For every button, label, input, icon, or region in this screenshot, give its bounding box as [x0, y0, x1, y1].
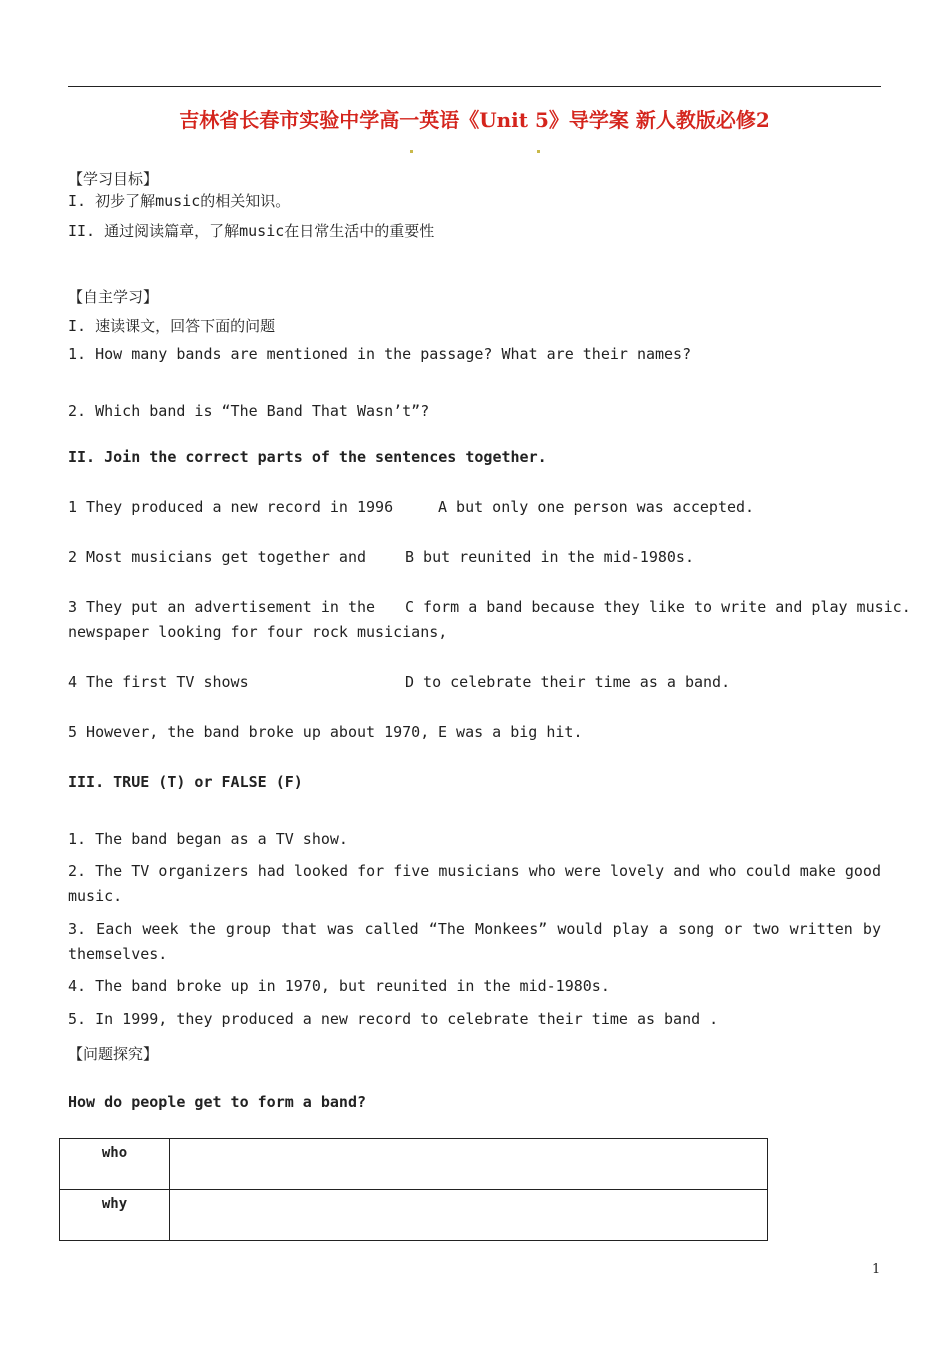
- match-left-5: 5 However, the band broke up about 1970,: [68, 723, 430, 741]
- header-rule: [68, 86, 881, 87]
- match-right-d: D to celebrate their time as a band.: [405, 673, 731, 691]
- row-label-who: who: [60, 1139, 170, 1190]
- answer-table: [59, 1138, 768, 1241]
- decorative-dot: [537, 150, 540, 153]
- page-number: 1: [872, 1262, 881, 1277]
- part1-heading: I. 速读课文，回答下面的问题: [68, 317, 276, 335]
- tf-item: 4. The band broke up in 1970, but reunited in the mid-1980s.: [68, 977, 610, 995]
- match-left-4: 4 The first TV shows: [68, 673, 249, 691]
- answer-cell[interactable]: [170, 1139, 768, 1190]
- inquiry-heading: 【问题探究】: [68, 1045, 159, 1063]
- table-row: [60, 1190, 768, 1241]
- question-1: 1. How many bands are mentioned in the passage? What are their names?: [68, 345, 692, 363]
- question-2: 2. Which band is “The Band That Wasn’t”?: [68, 402, 430, 420]
- tf-item: 1. The band began as a TV show.: [68, 830, 348, 848]
- match-left-3: 3 They put an advertisement in the: [68, 598, 376, 616]
- match-right-a: A but only one person was accepted.: [438, 498, 755, 516]
- inquiry-question: How do people get to form a band?: [68, 1093, 367, 1111]
- page-title: 吉林省长春市实验中学高一英语《Unit 5》导学案 新人教版必修2: [179, 108, 770, 132]
- tf-item: 5. In 1999, they produced a new record to celebrate their time as band .: [68, 1010, 719, 1028]
- match-left-3-cont: newspaper looking for four rock musicians,: [68, 623, 448, 641]
- match-left-2: 2 Most musicians get together and: [68, 548, 367, 566]
- match-right-e: E was a big hit.: [438, 723, 583, 741]
- match-left-1: 1 They produced a new record in 1996: [68, 498, 394, 516]
- tf-item: 2. The TV organizers had looked for five musicians who were lovely and who could make good music.: [68, 862, 881, 905]
- self-study-heading: 【自主学习】: [68, 288, 159, 306]
- match-right-c: C form a band because they like to write and play music.: [405, 598, 911, 616]
- part2-heading: II. Join the correct parts of the sentences together.: [68, 448, 547, 466]
- answer-cell[interactable]: [170, 1190, 768, 1241]
- part3-heading: III. TRUE (T) or FALSE (F): [68, 773, 303, 791]
- row-label-why: why: [60, 1190, 170, 1241]
- decorative-dot: [410, 150, 413, 153]
- tf-item: 3. Each week the group that was called “The Monkees” would play a song or two written by themselves.: [68, 920, 881, 963]
- objective-item: I. 初步了解music的相关知识。: [68, 192, 291, 210]
- match-right-b: B but reunited in the mid-1980s.: [405, 548, 694, 566]
- table-row: [60, 1139, 768, 1190]
- objective-item: II. 通过阅读篇章，了解music在日常生活中的重要性: [68, 222, 435, 240]
- objectives-heading: 【学习目标】: [68, 170, 159, 188]
